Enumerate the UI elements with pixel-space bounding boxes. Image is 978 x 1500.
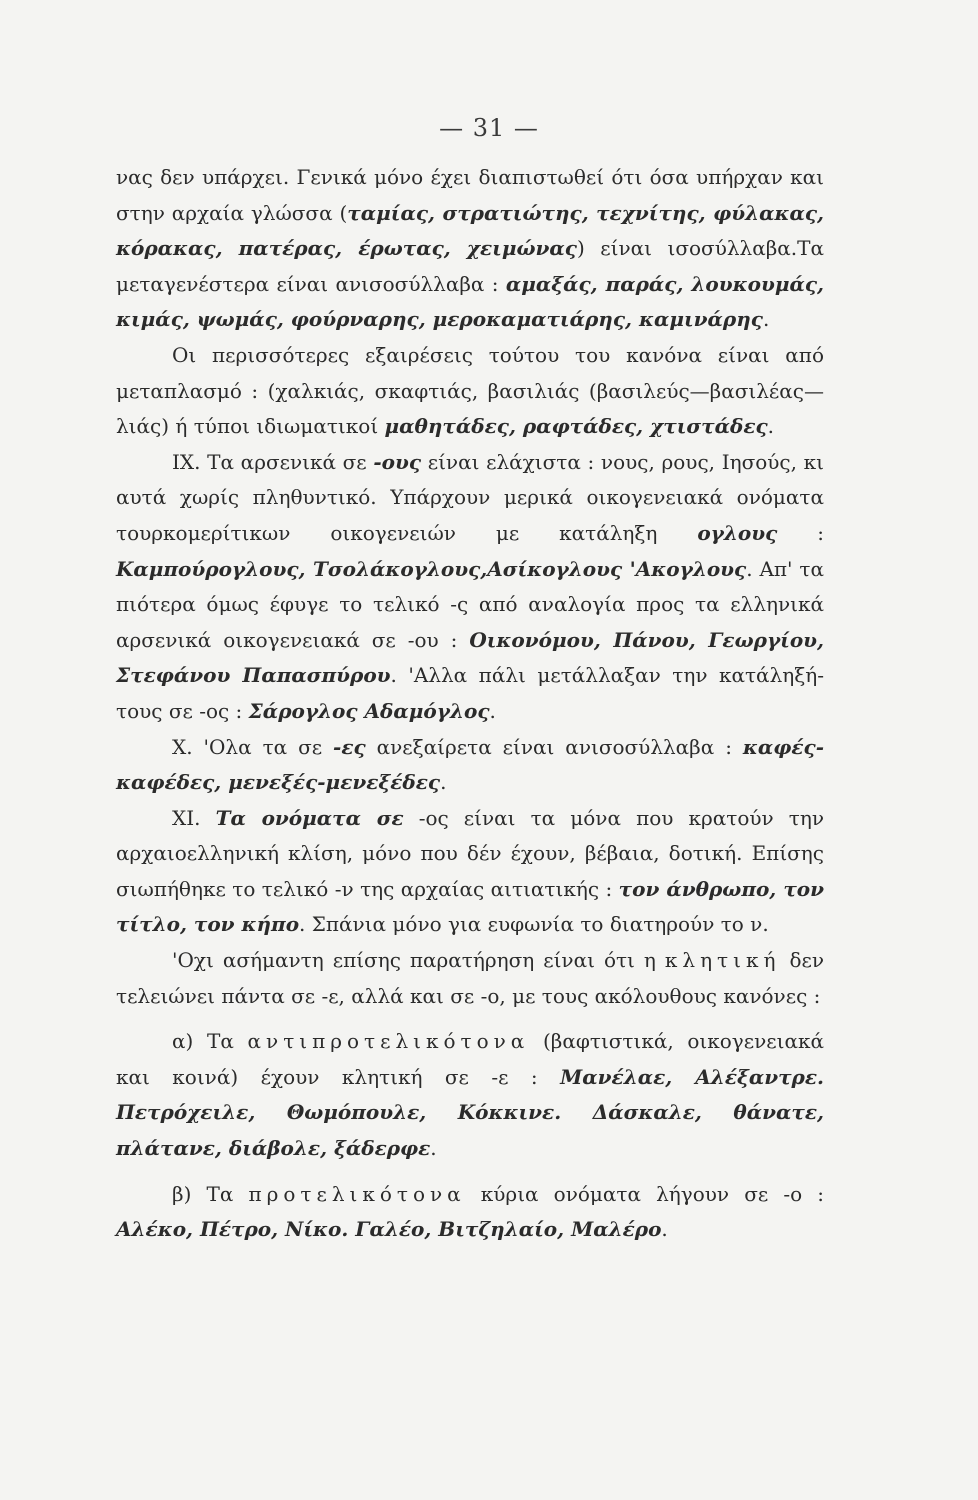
- paragraph-p3: [116, 445, 824, 730]
- page-number: — 31 —: [439, 114, 539, 142]
- text-run: ) είναι ισοσύλλαβα.Τα μεταγενέστερα είναι ανισοσύλλαβα :: [116, 236, 824, 296]
- emphasis-text: Μανέλαε, Αλέξαντρε. Πετρόχειλε, Θωμόπουλε, Κόκκινε. Δάσκαλε, θάνατε, πλάτανε, διάβολε, ξάδερφε: [116, 1064, 824, 1161]
- text-run: α) Τα: [172, 1029, 248, 1054]
- paragraph-p2: [116, 338, 824, 445]
- text-run: . Απ' τα πιότερα όμως έφυγε το τελικό -ς από αναλογία προς τα ελληνικά αρσενικά οικογενειακά σε -ου :: [116, 556, 824, 652]
- paragraph-p5: [116, 801, 824, 943]
- text-run: X. 'Ολα τα σε: [172, 734, 334, 759]
- text-run: κύρια ονόματα λήγουν σε -ο :: [465, 1181, 824, 1206]
- emphasis-text: καφές-καφέδες, μενεξές-μενεξέδες: [116, 734, 825, 795]
- text-run: .: [767, 414, 775, 439]
- emphasis-text: Αλέκο, Πέτρο, Νίκο. Γαλέο, Βιτζηλαίο, Μαλέρο: [116, 1217, 662, 1242]
- emphasis-text: Οικονόμου, Πάνου, Γεωργίου, Στεφάνου Παπασπύρου: [116, 627, 824, 688]
- spaced-text: αντιπροτελικότονα: [247, 1029, 530, 1054]
- paragraph-p6: [116, 943, 824, 1014]
- text-run: .: [430, 1136, 437, 1161]
- text-run: IX. Τα αρσενικά σε: [172, 449, 374, 474]
- text-run: .: [762, 307, 770, 332]
- emphasis-text: μαθητάδες, ραφτάδες, χτιστάδες: [384, 414, 768, 439]
- text-run: . 'Αλλα πάλι μετάλλαξαν την κατάληξή-τους σε -ος :: [116, 663, 824, 723]
- emphasis-text: τον άνθρωπο, τον τίτλο, τον κήπο: [116, 876, 824, 937]
- text-run: Οι περισσότερες εξαιρέσεις τούτου του κανόνα είναι από μεταπλασμό : (χαλκιάς, σκαφτιάς, βασιλιάς (βασιλεύς—βασιλέας—λιάς) ή τύποι ιδιωματικοί: [116, 342, 824, 439]
- text-run: .: [661, 1217, 668, 1242]
- emphasis-text: Σάρογλος Αδαμόγλος: [248, 698, 490, 723]
- text-run: :: [777, 520, 824, 545]
- text-run: β) Τα: [172, 1181, 249, 1206]
- text-run: είναι ελάχιστα : νους, ρους, Ιησούς, κι αυτά χωρίς πληθυντικό. Υπάρχουν μερικά οικογενειακά ονόματα τουρκομερίτικων οικογενειών με κατάληξη: [116, 449, 824, 545]
- emphasis-text: -ες: [333, 734, 366, 759]
- spaced-text: κλητική: [664, 948, 781, 973]
- emphasis-text: ογλους: [697, 520, 778, 545]
- paragraph-p8: [116, 1177, 824, 1248]
- text-run: -ος είναι τα μόνα που κρατούν την αρχαιοελληνική κλίση, μόνο που δέν έχουν, βέβαια, δοτική. Επίσης σιωπήθηκε το τελικό -ν της αρχαίας αιτιατικής :: [116, 805, 824, 901]
- paragraph-p1: [116, 160, 824, 338]
- text-run: XI.: [172, 805, 216, 830]
- text-run: .: [489, 698, 496, 723]
- emphasis-text: -ους: [373, 449, 422, 474]
- spaced-text: προτελικότονα: [248, 1181, 466, 1206]
- emphasis-text: Καμπούρογλους, Τσολάκογλους,Ασίκογλους 'Ακογλους: [116, 556, 747, 581]
- emphasis-text: ταμίας, στρατιώτης, τεχνίτης, φύλακας, κόρακας, πατέρας, έρωτας, χειμώνας: [116, 200, 825, 261]
- paragraph-p7: [116, 1024, 824, 1166]
- text-run: 'Οχι ασήμαντη επίσης παρατήρηση είναι ότι η: [172, 948, 665, 973]
- text-run: . Σπάνια μόνο για ευφωνία το διατηρούν το ν.: [299, 912, 769, 937]
- text-run: δεν τελειώνει πάντα σε -ε, αλλά και σε -ο, με τους ακόλουθους κανόνες :: [116, 948, 824, 1008]
- emphasis-text: αμαξάς, παράς, λουκουμάς, κιμάς, ψωμάς, φούρναρης, μεροκαματιάρης, καμινάρης: [116, 271, 825, 332]
- body-text: [116, 160, 824, 1248]
- paragraph-p4: [116, 730, 824, 801]
- text-run: (βαφτιστικά, οικογενειακά και κοινά) έχουν κλητική σε -ε :: [116, 1029, 824, 1089]
- text-run: ανεξαίρετα είναι ανισοσύλλαβα :: [365, 734, 743, 759]
- emphasis-text: Τα ονόματα σε: [215, 805, 404, 830]
- text-run: νας δεν υπάρχει. Γενικά μόνο έχει διαπιστωθεί ότι όσα υπήρχαν και στην αρχαία γλώσσα (: [116, 165, 824, 225]
- text-run: .: [440, 770, 447, 795]
